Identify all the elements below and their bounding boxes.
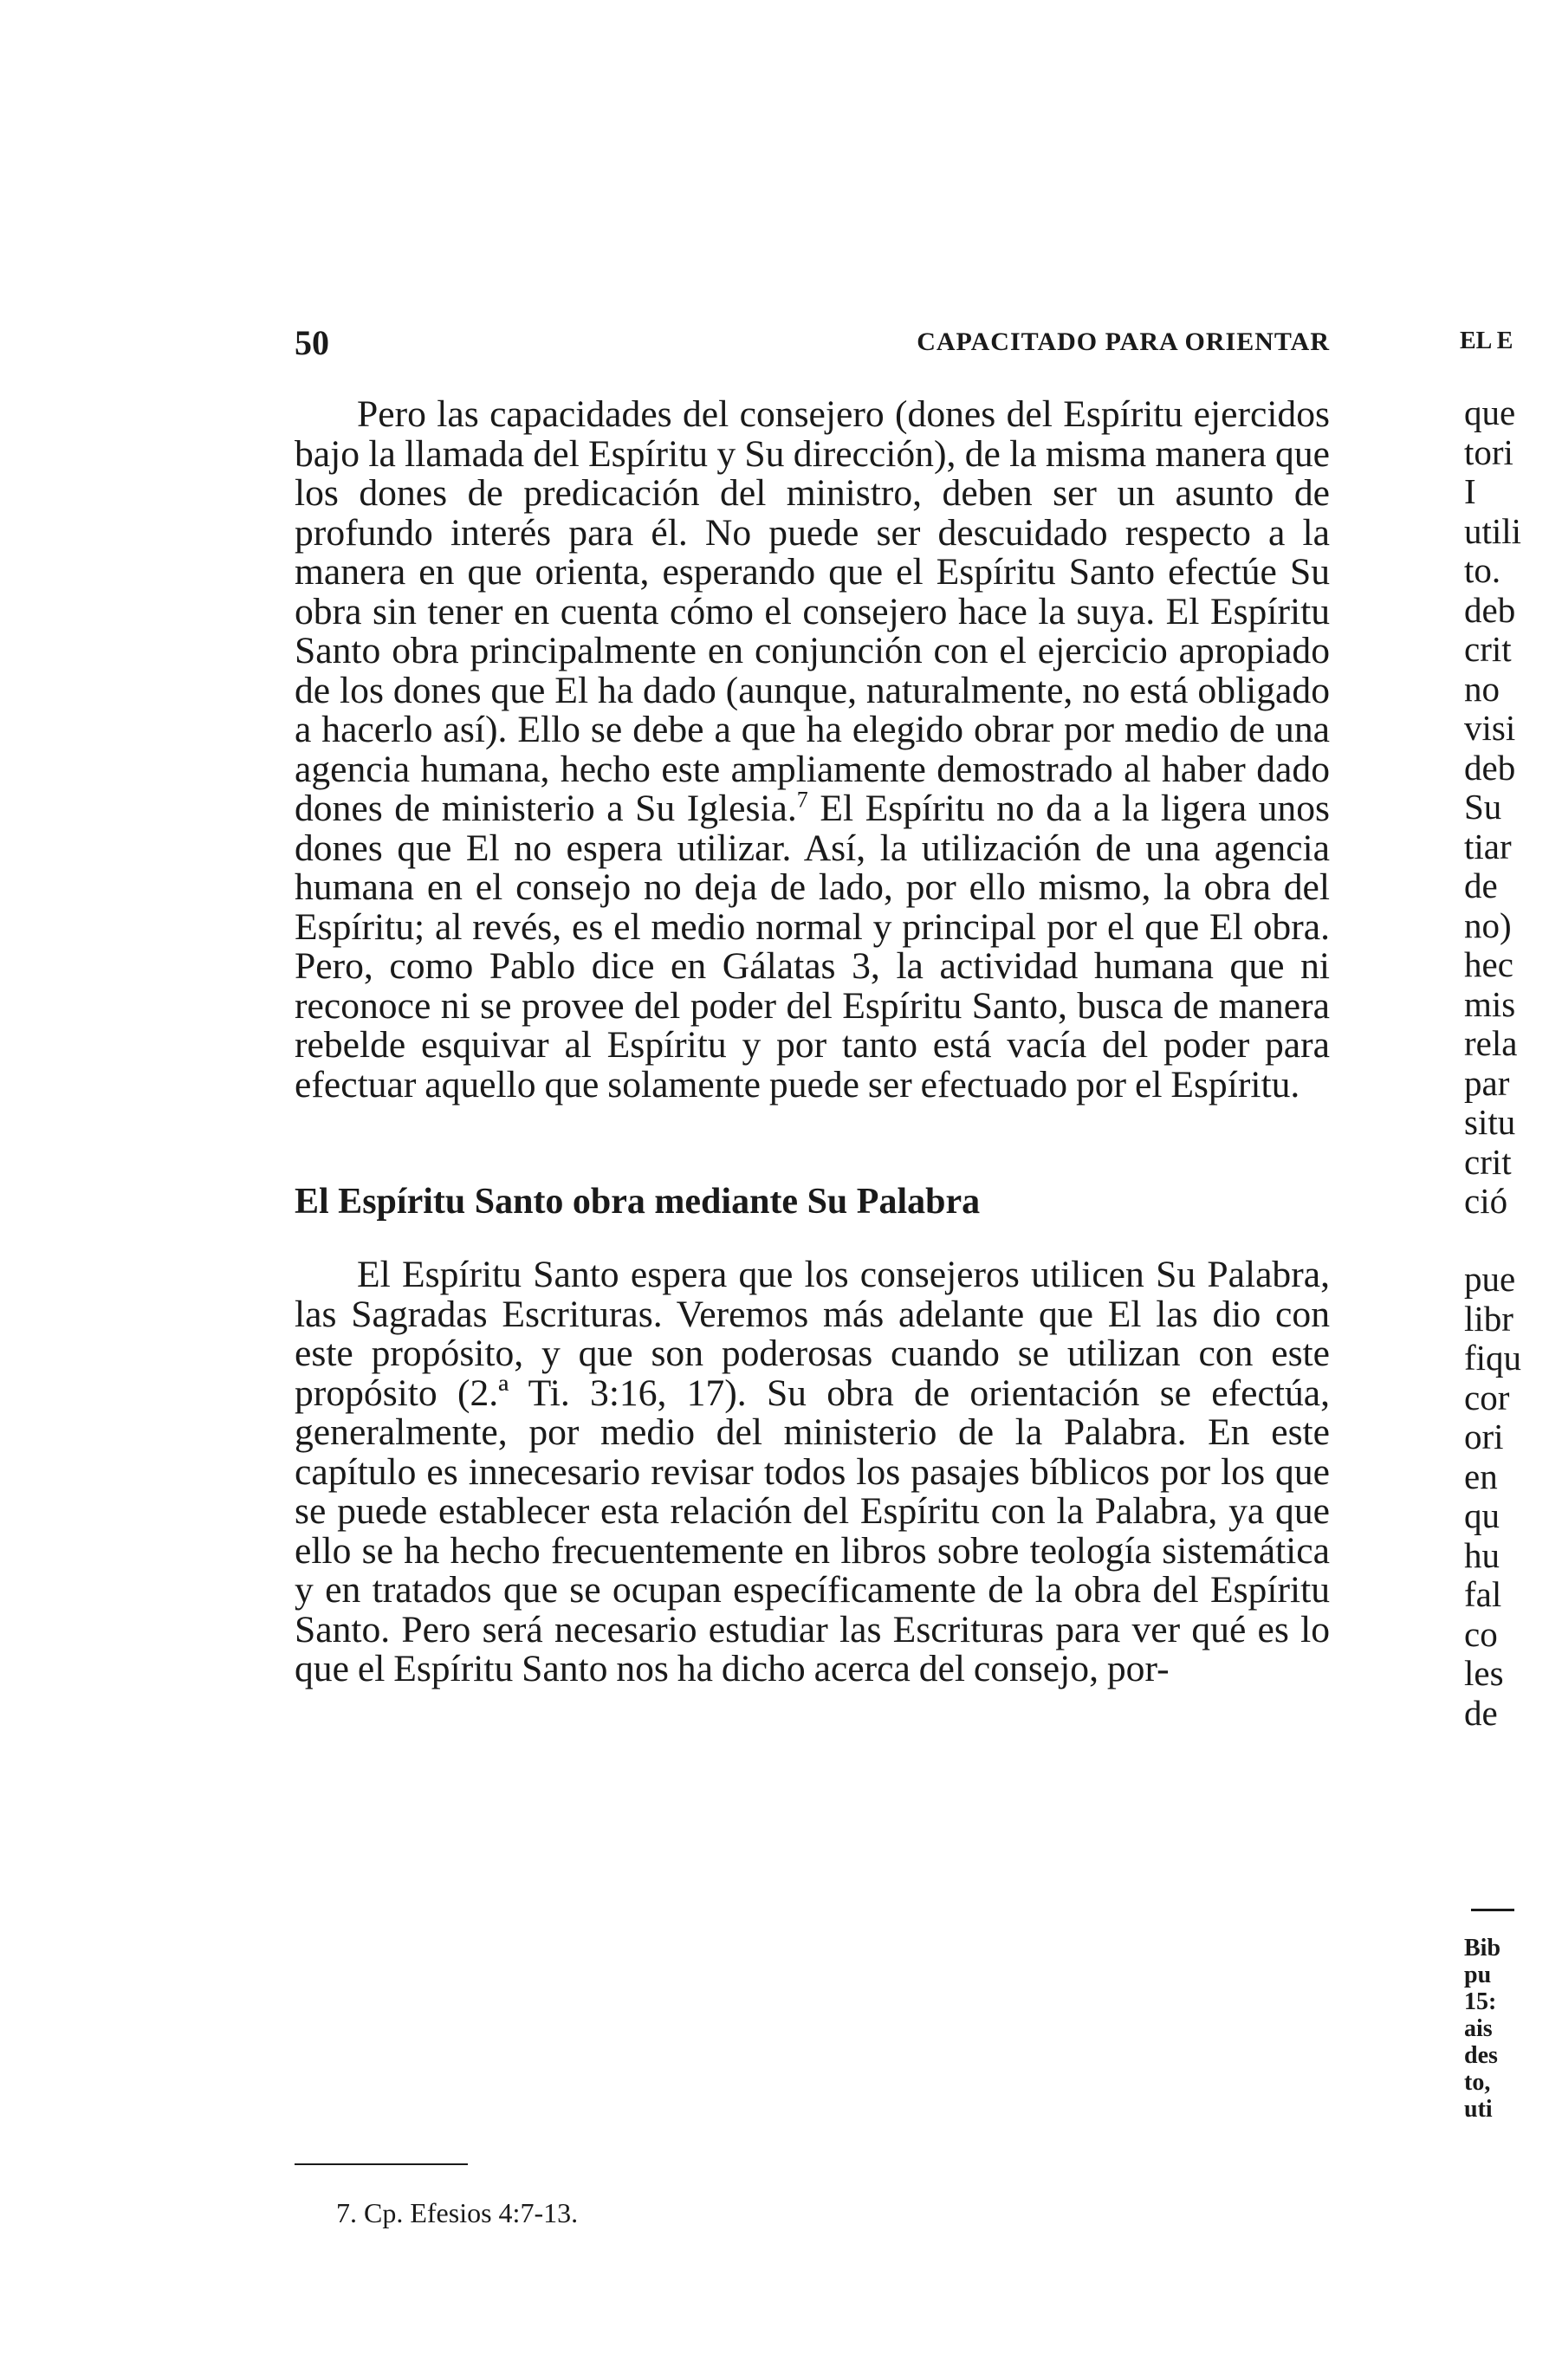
next-page-footnote-fragment: pu [1464,1962,1492,1988]
page-number: 50 [295,323,329,362]
next-page-line-fragment: mis [1464,983,1516,1024]
next-page-line-fragment: fiqu [1464,1338,1522,1378]
next-page-line-fragment: no) [1464,905,1512,945]
footnote-reference: 7 [796,787,808,813]
next-page-line-fragment: ció [1464,1181,1508,1221]
footnote-divider [295,2163,468,2165]
next-page-line-fragment: libr [1464,1298,1513,1339]
next-page-line-fragment: Su [1464,787,1502,827]
next-page-line-fragment: cor [1464,1377,1510,1417]
next-page-line-fragment: co [1464,1613,1498,1654]
next-page-fragment-column [1464,393,1562,2169]
page-header [295,322,1330,374]
next-page-footnote-fragment: to, [1464,2069,1491,2096]
next-page-line-fragment: no [1464,668,1500,709]
next-page-line-fragment: de [1464,866,1498,905]
next-page-line-fragment: crit [1464,629,1512,669]
footnote: 7. Cp. Efesios 4:7-13. [336,2197,579,2228]
next-page-line-fragment: que [1464,393,1516,432]
running-head: CAPACITADO PARA ORIENTAR [917,327,1330,356]
next-page-line-fragment: qu [1464,1495,1500,1535]
next-page-line-fragment: de [1464,1692,1498,1733]
next-page-footnote-fragment: ais [1464,2015,1493,2042]
next-page-line-fragment: hec [1464,944,1513,984]
next-page-line-fragment: tori [1464,431,1513,472]
next-page-line-fragment: utili [1464,510,1522,551]
next-page-line-fragment: to. [1464,550,1501,590]
next-page-line-fragment: fal [1464,1574,1502,1614]
paragraph-text: Pero las capacidades del consejero (dones del Espíritu ejercidos bajo la llamada del Espíritu y Su dirección), de la misma manera que los dones de predicación del ministro, deben ser un asunto de profundo interés para él. No puede ser descuidado respecto a la manera en que orienta, esperando que el Espíritu Santo efectúe Su obra sin tener en cuenta cómo el consejero hace la suya. El Espíritu Santo obra principalmente en conjunción con el ejercicio apropiado de los dones que El ha dado (aunque, naturalmente, no está obligado a hacerlo así). Ello se debe a que ha elegido obrar por medio de una agencia humana, hecho este ampliamente demostrado al haber dado dones de ministerio a Su Iglesia. [295,393,1330,829]
next-page-footnote-fragment: des [1464,2042,1498,2069]
next-page-running-head: EL E [1460,327,1513,354]
next-page-line-fragment: ori [1464,1417,1504,1456]
next-page-line-fragment: par [1464,1062,1510,1103]
next-page-line-fragment: en [1464,1456,1498,1496]
next-page-line-fragment: deb [1464,589,1516,630]
next-page-footnote-fragment: uti [1464,2096,1493,2123]
next-page-line-fragment: situ [1464,1102,1516,1142]
paragraph: El Espíritu Santo espera que los consejeros utilicen Su Palabra, las Sagradas Escrituras. Veremos más adelante que El las dio con este propósito, y que son poderosas cuando se utilizan con este propósito (2.ª Ti. 3:16, 17). Su obra de orientación se efectúa, generalmente, por medio del ministerio de la Palabra. En este capítulo es innecesario revisar todos los pasajes bíblicos por los que se puede establecer esta relación del Espíritu con la Palabra, ya que ello se ha hecho frecuentemente en libros sobre teología sistemática y en tratados que se ocupan específicamente de la obra del Espíritu Santo. Pero será necesario estudiar las Escrituras para ver qué es lo que el Espíritu Santo nos ha dicho acerca del consejo, por- [295,1254,1330,1689]
next-page-line-fragment: pue [1464,1259,1516,1299]
next-page-footnote-divider [1471,1909,1514,1911]
next-page-line-fragment: rela [1464,1023,1518,1063]
next-page-line-fragment: hu [1464,1534,1500,1575]
paragraph [295,395,1330,1105]
section-heading: El Espíritu Santo obra mediante Su Palabra [295,1182,981,1222]
next-page-line-fragment: les [1464,1653,1504,1693]
next-page-line-fragment: crit [1464,1141,1512,1182]
next-page-line-fragment: tiar [1464,826,1512,866]
next-page-footnote-fragment: Bib [1464,1935,1501,1962]
next-page-footnote-fragment: 15: [1464,1988,1497,2015]
next-page-line-fragment: visi [1464,708,1516,748]
next-page-line-fragment: deb [1464,747,1516,788]
next-page-line-fragment: I [1464,471,1476,511]
page-body [295,395,1330,1689]
paragraph-text-continued: El Espíritu no da a la ligera unos dones que El no espera utilizar. Así, la utilización de una agencia humana en el consejo no deja de lado, por ello mismo, la obra del Espíritu; al revés, es el medio normal y principal por el que El obra. Pero, como Pablo dice en Gálatas 3, la actividad humana que ni reconoce ni se provee del poder del Espíritu Santo, busca de manera rebelde esquivar al Espíritu y por tanto está vacía del poder para efectuar aquello que solamente puede ser efectuado por el Espíritu. [295,788,1330,1106]
